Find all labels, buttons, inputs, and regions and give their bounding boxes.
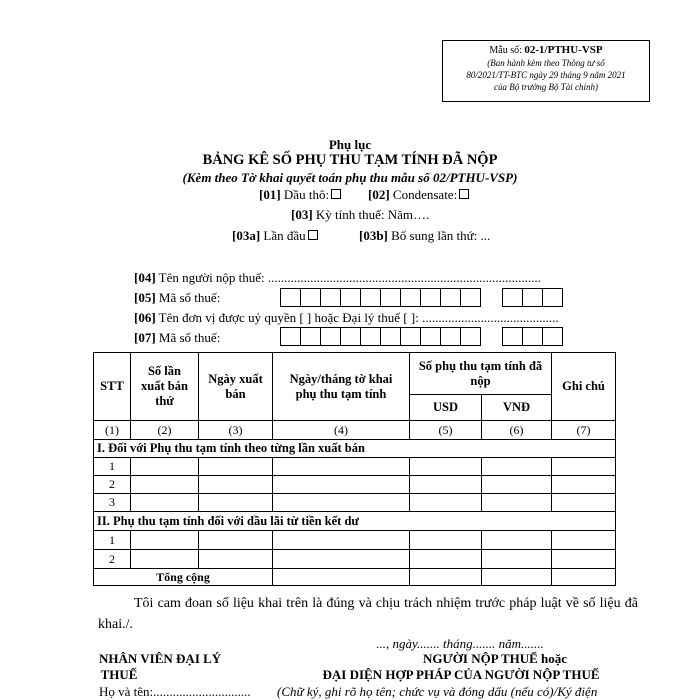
form-code-value: 02-1/PTHU-VSP xyxy=(524,44,603,56)
col-number: (2) xyxy=(131,421,199,440)
header-times: Số lần xuất bán thứ xyxy=(131,353,199,421)
col-number: (3) xyxy=(199,421,273,440)
tax-id-boxes[interactable] xyxy=(281,288,481,308)
agent-tax-id-suffix-boxes[interactable] xyxy=(503,327,563,347)
page-title: BẢNG KÊ SỐ PHỤ THU TẠM TÍNH ĐÃ NỘP xyxy=(202,152,498,168)
col-number: (6) xyxy=(482,421,552,440)
table-row[interactable] xyxy=(94,531,616,550)
col-number: (5) xyxy=(410,421,482,440)
row-index: 2 xyxy=(94,550,131,569)
taxpayer-name-field[interactable]: [04] Tên người nộp thuế: .................................................................................... xyxy=(134,270,541,285)
header-stt: STT xyxy=(94,353,131,421)
form-code-label: Mẫu số: xyxy=(489,45,525,56)
section-heading-2: II. Phụ thu tạm tính đối với dầu lãi từ tiền kết dư xyxy=(94,512,616,531)
tax-period-field[interactable]: [03] Kỳ tính thuế: Năm…. xyxy=(291,207,430,222)
table-row[interactable] xyxy=(94,476,616,494)
agent-name-field[interactable]: Họ và tên:.............................. xyxy=(99,684,251,699)
row-index: 1 xyxy=(94,458,131,476)
taxpayer-sign-note: (Chữ ký, ghi rõ họ tên; chức vụ và đóng dấu (nếu có)/Ký điện xyxy=(277,684,598,699)
form-code-note-1: (Ban hành kèm theo Thông tư số xyxy=(487,58,605,68)
header-vnd: VNĐ xyxy=(482,395,552,421)
header-paid-group: Số phụ thu tạm tính đã nộp xyxy=(410,353,552,395)
header-date: Ngày xuất bán xyxy=(199,353,273,421)
agent-title-1: NHÂN VIÊN ĐẠI LÝ xyxy=(99,651,222,666)
option-crude-oil[interactable]: [01] Dầu thô: xyxy=(259,187,341,203)
col-number: (7) xyxy=(552,421,616,440)
table-row[interactable] xyxy=(94,458,616,476)
row-index: 1 xyxy=(94,531,131,550)
table-row[interactable] xyxy=(94,494,616,512)
row-index: 2 xyxy=(94,476,131,494)
col-number: (1) xyxy=(94,421,131,440)
form-code-box xyxy=(442,40,650,102)
table-row[interactable] xyxy=(94,550,616,569)
date-line: ..., ngày....... tháng....... năm....... xyxy=(376,636,544,651)
surcharge-table xyxy=(93,352,616,586)
taxpayer-title-1: NGƯỜI NỘP THUẾ hoặc xyxy=(422,651,568,666)
declaration-text: Tôi cam đoan số liệu khai trên là đúng và chịu trách nhiệm trước pháp luật về số liệu đã khai./. xyxy=(98,596,638,632)
option-condensate[interactable]: [02] Condensate: xyxy=(368,187,469,203)
form-code-line xyxy=(443,44,649,57)
authorized-unit-field[interactable]: [06] Tên đơn vị được uỷ quyền [ ] hoặc Đại lý thuế [ ]: .......................................... xyxy=(134,310,559,325)
header-note: Ghi chú xyxy=(552,353,616,421)
agent-title-2: THUẾ xyxy=(100,667,138,682)
crude-oil-checkbox[interactable] xyxy=(331,189,341,199)
form-code-note-2: 80/2021/TT-BTC ngày 29 tháng 9 năm 2021 xyxy=(466,70,626,80)
agent-tax-id-label: [07] Mã số thuế: xyxy=(134,330,221,345)
option-supplement[interactable]: [03b] Bổ sung lần thứ: ... xyxy=(359,228,491,243)
header-usd: USD xyxy=(410,395,482,421)
page-subtitle: (Kèm theo Tờ khai quyết toán phụ thu mẫu số 02/PTHU-VSP) xyxy=(182,170,518,185)
condensate-checkbox[interactable] xyxy=(459,189,469,199)
first-time-checkbox[interactable] xyxy=(308,230,318,240)
total-label: Tổng cộng xyxy=(94,569,273,586)
form-code-note-3: của Bộ trưởng Bộ Tài chính) xyxy=(494,82,598,92)
col-number: (4) xyxy=(273,421,410,440)
total-row xyxy=(94,569,616,586)
header-declaration: Ngày/tháng tờ khai phụ thu tạm tính xyxy=(273,353,410,421)
tax-id-suffix-boxes[interactable] xyxy=(503,288,563,308)
option-first-time[interactable]: [03a] Lần đầu xyxy=(232,228,318,244)
taxpayer-title-2: ĐẠI DIỆN HỢP PHÁP CỦA NGƯỜI NỘP THUẾ xyxy=(322,667,600,682)
section-heading-1: I. Đối với Phụ thu tạm tính theo từng lần xuất bán xyxy=(94,440,616,458)
tax-id-label: [05] Mã số thuế: xyxy=(134,290,221,305)
agent-tax-id-boxes[interactable] xyxy=(281,327,481,347)
appendix-label: Phụ lục xyxy=(328,137,372,152)
row-index: 3 xyxy=(94,494,131,512)
